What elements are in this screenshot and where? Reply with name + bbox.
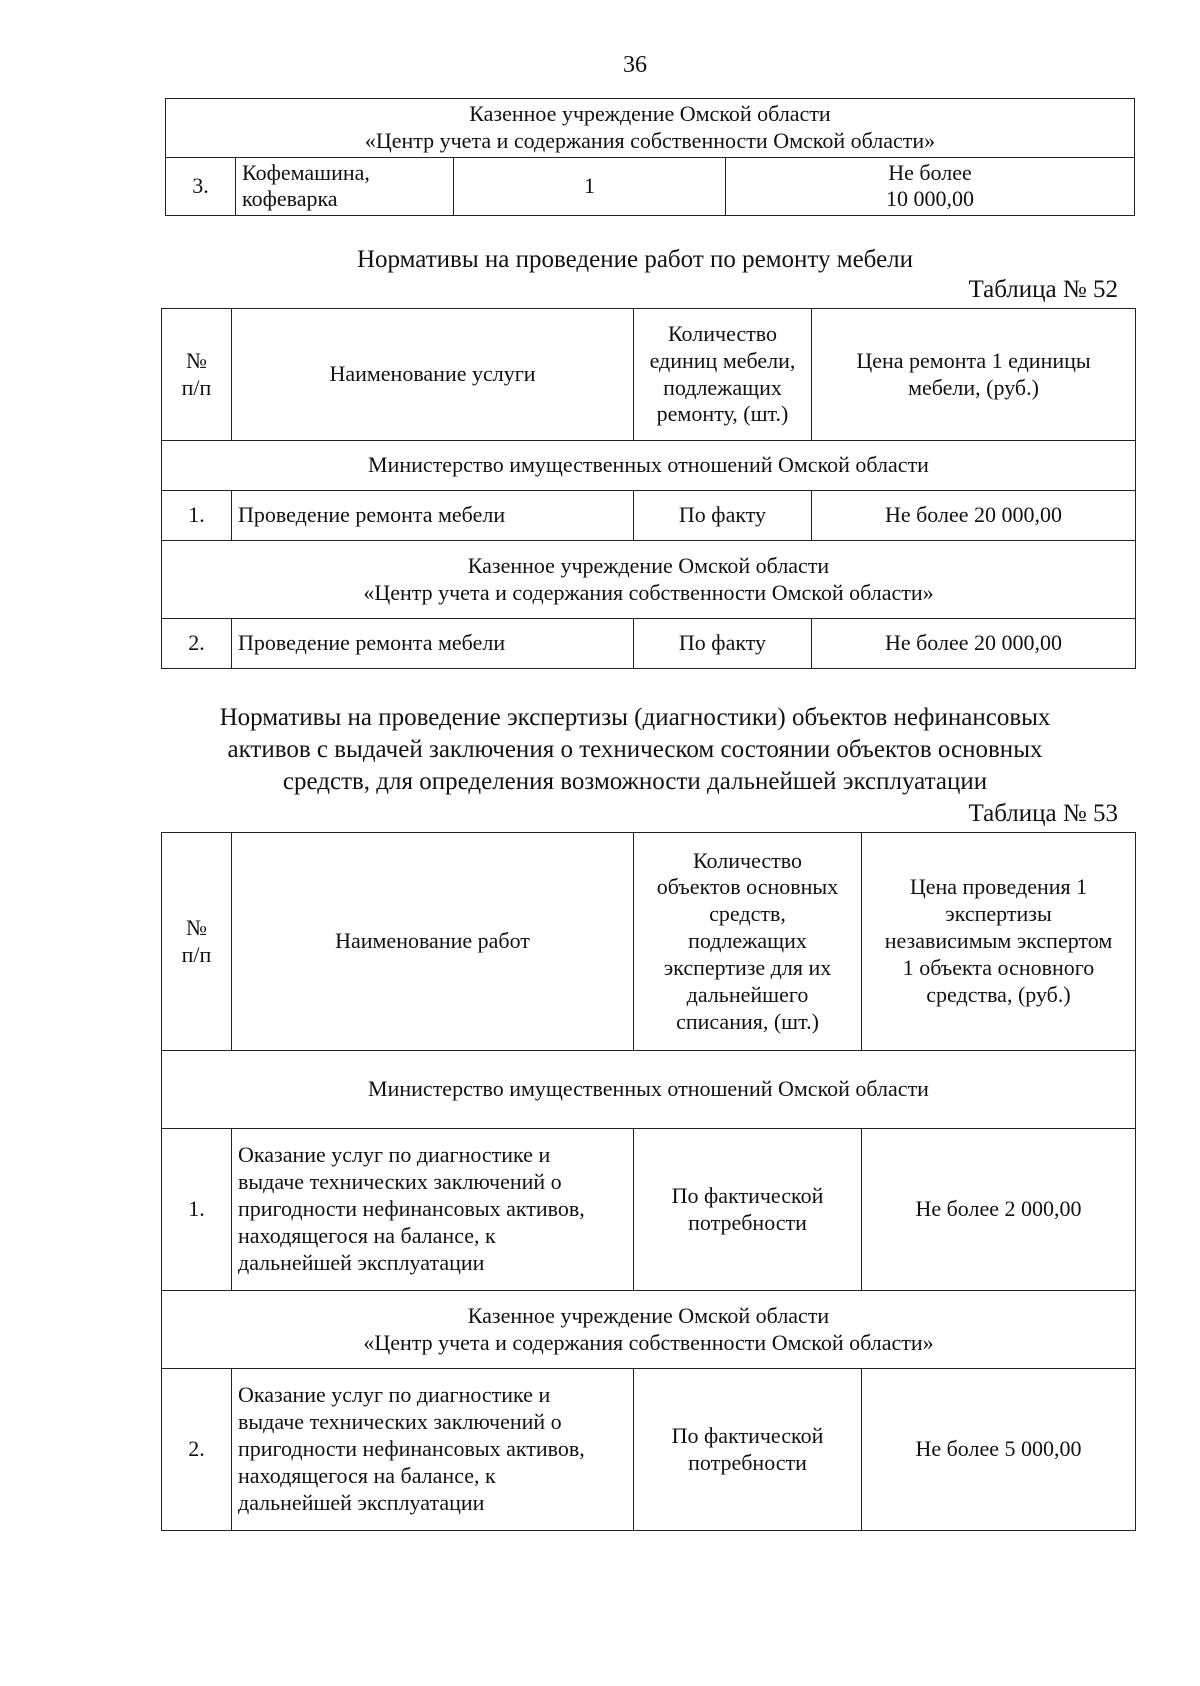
header-price xyxy=(862,833,1136,1051)
table-row xyxy=(162,619,1136,669)
section-title xyxy=(150,702,1120,798)
header-line: № xyxy=(186,347,207,373)
work-name xyxy=(232,1129,634,1291)
section-title-line: Нормативы на проведение экспертизы (диагностики) объектов нефинансовых xyxy=(219,704,1051,731)
work-name-line: находящегося на балансе, к xyxy=(238,1222,496,1248)
section-title-line: средств, для определения возможности дальнейшей эксплуатации xyxy=(282,768,988,795)
item-name-line: кофеварка xyxy=(242,186,338,212)
service-name: Проведение ремонта мебели xyxy=(232,619,634,669)
work-price: Не более 2 000,00 xyxy=(862,1129,1136,1291)
item-name-line: Кофемашина, xyxy=(242,159,370,185)
header-line: подлежащих xyxy=(688,928,807,954)
header-line: средств, xyxy=(709,901,786,927)
work-name-line: пригодности нефинансовых активов, xyxy=(238,1196,585,1222)
header-line: Количество xyxy=(692,847,803,873)
row-number: 3. xyxy=(166,157,236,216)
row-number: 1. xyxy=(162,491,232,541)
service-name: Проведение ремонта мебели xyxy=(232,491,634,541)
work-name-line: выдаче технических заключений о xyxy=(238,1409,562,1435)
item-price xyxy=(726,157,1135,216)
header-line: п/п xyxy=(181,941,212,967)
header-qty xyxy=(634,833,862,1051)
org-group-row xyxy=(162,1291,1136,1369)
header-name: Наименование услуги xyxy=(232,309,634,441)
continuation-table xyxy=(165,98,1135,216)
header-line: Количество xyxy=(667,320,778,346)
work-quantity-line: По фактической xyxy=(671,1422,824,1448)
table-number-label: Таблица № 53 xyxy=(968,800,1118,827)
section-title: Нормативы на проведение работ по ремонту мебели xyxy=(356,246,914,273)
service-quantity: По факту xyxy=(634,491,812,541)
header-price xyxy=(812,309,1136,441)
work-quantity-line: потребности xyxy=(688,1449,807,1475)
service-price: Не более 20 000,00 xyxy=(812,619,1136,669)
header-line: независимым экспертом xyxy=(884,928,1113,954)
header-line: 1 объекта основного xyxy=(902,954,1095,980)
work-quantity-line: потребности xyxy=(688,1209,807,1235)
header-line: № xyxy=(186,914,207,940)
header-line: экспертизы xyxy=(945,901,1052,927)
table-row xyxy=(162,491,1136,541)
header-line: единиц мебели, xyxy=(649,347,796,373)
header-row xyxy=(162,833,1136,1051)
table-row xyxy=(166,157,1135,216)
work-price: Не более 5 000,00 xyxy=(862,1369,1136,1531)
header-line: дальнейшего xyxy=(686,981,809,1007)
table-53 xyxy=(161,832,1136,1531)
header-line: ремонту, (шт.) xyxy=(656,401,789,427)
work-name-line: дальнейшей эксплуатации xyxy=(238,1249,485,1275)
section-title-line: активов с выдачей заключения о техническом состоянии объектов основных xyxy=(227,736,1043,763)
work-name-line: находящегося на балансе, к xyxy=(238,1462,496,1488)
header-name: Наименование работ xyxy=(232,833,634,1051)
table-row xyxy=(162,1129,1136,1291)
work-quantity-line: По фактической xyxy=(671,1182,824,1208)
table-row xyxy=(162,1369,1136,1531)
org-group-row xyxy=(166,99,1135,158)
work-quantity xyxy=(634,1129,862,1291)
work-name-line: выдаче технических заключений о xyxy=(238,1169,562,1195)
header-num xyxy=(162,833,232,1051)
item-name xyxy=(236,157,454,216)
service-price: Не более 20 000,00 xyxy=(812,491,1136,541)
service-quantity: По факту xyxy=(634,619,812,669)
work-quantity xyxy=(634,1369,862,1531)
header-line: объектов основных xyxy=(656,874,839,900)
work-name-line: дальнейшей эксплуатации xyxy=(238,1489,485,1515)
work-name-line: Оказание услуг по диагностике и xyxy=(238,1382,551,1408)
row-number: 2. xyxy=(162,1369,232,1531)
work-name xyxy=(232,1369,634,1531)
row-number: 1. xyxy=(162,1129,232,1291)
header-line: мебели, (руб.) xyxy=(908,374,1039,400)
org-name-line: Казенное учреждение Омской области xyxy=(467,1302,830,1328)
item-price-line: Не более xyxy=(888,159,972,185)
work-name-line: пригодности нефинансовых активов, xyxy=(238,1436,585,1462)
item-price-line: 10 000,00 xyxy=(886,186,974,212)
org-group-row: Министерство имущественных отношений Омской области xyxy=(162,1051,1136,1129)
org-name-line: Казенное учреждение Омской области xyxy=(469,101,831,126)
header-qty xyxy=(634,309,812,441)
page-number: 36 xyxy=(623,52,647,78)
org-name-line: «Центр учета и содержания собственности Омской области» xyxy=(364,127,936,153)
header-line: Цена ремонта 1 единицы xyxy=(856,347,1091,373)
org-name-line: «Центр учета и содержания собственности Омской области» xyxy=(363,1329,934,1355)
item-quantity: 1 xyxy=(454,157,726,216)
org-name-line: Казенное учреждение Омской области xyxy=(467,552,830,578)
table-number-label: Таблица № 52 xyxy=(968,276,1118,303)
header-line: средства, (руб.) xyxy=(926,981,1071,1007)
header-num xyxy=(162,309,232,441)
row-number: 2. xyxy=(162,619,232,669)
table-52 xyxy=(161,308,1136,669)
org-group-row: Министерство имущественных отношений Омской области xyxy=(162,441,1136,491)
org-name-line: «Центр учета и содержания собственности Омской области» xyxy=(363,579,934,605)
header-row xyxy=(162,309,1136,441)
header-line: экспертизе для их xyxy=(663,954,832,980)
org-group-row xyxy=(162,541,1136,619)
header-line: Цена проведения 1 xyxy=(909,874,1088,900)
header-line: подлежащих xyxy=(663,374,782,400)
work-name-line: Оказание услуг по диагностике и xyxy=(238,1142,551,1168)
header-line: п/п xyxy=(181,374,212,400)
header-line: списания, (шт.) xyxy=(676,1008,819,1034)
